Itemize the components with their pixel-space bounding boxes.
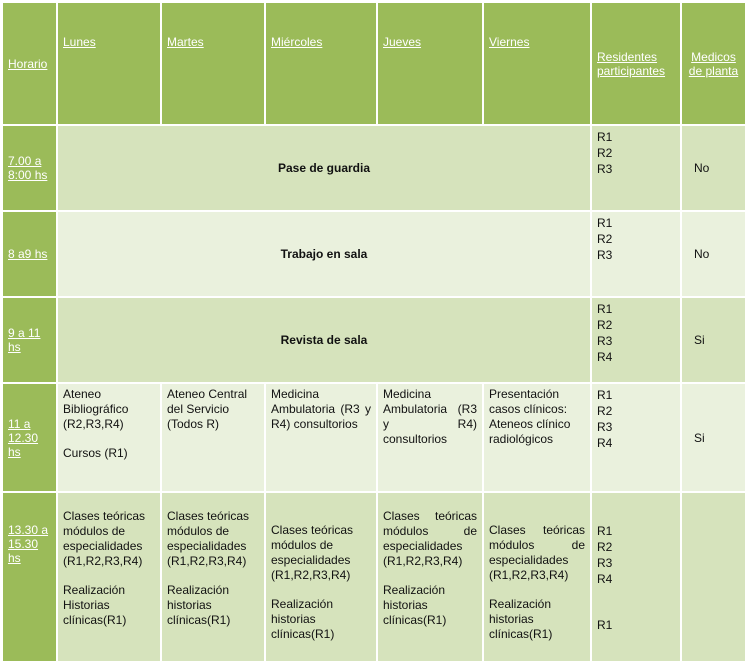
resident-label: R1 — [597, 216, 613, 230]
row-revista-de-sala — [3, 298, 745, 382]
resident-label: R2 — [597, 318, 613, 332]
resident-label: R1 — [597, 388, 613, 402]
cell-viernes — [484, 384, 590, 491]
cell-martes — [162, 493, 264, 661]
resident-label: R2 — [597, 232, 613, 246]
medicos-cell: No — [682, 126, 745, 210]
cell-miercoles — [266, 493, 376, 661]
cell-jueves — [378, 384, 482, 491]
residents-cell — [592, 212, 680, 296]
activity-cell: Trabajo en sala — [58, 212, 590, 296]
cell-miercoles — [266, 384, 376, 491]
resident-label: R3 — [597, 420, 613, 434]
resident-label: R2 — [597, 146, 613, 160]
row-pase-de-guardia — [3, 126, 745, 210]
residents-cell — [592, 126, 680, 210]
cell-text: Clases teóricas módulos de especialidades (R1,R2,R3,R4) — [63, 509, 146, 568]
resident-label: R2 — [597, 404, 613, 418]
cell-text: Ateneo Central del Servicio (Todos R) — [167, 387, 248, 431]
header-viernes: Viernes — [484, 3, 590, 124]
resident-label: R1 — [597, 524, 613, 538]
cell-text: Realización Historias clínicas(R1) — [63, 583, 127, 627]
header-miercoles: Miércoles — [266, 3, 376, 124]
medicos-cell: No — [682, 212, 745, 296]
cell-text: Realización historias clínicas(R1) — [383, 583, 447, 627]
residents-cell — [592, 493, 680, 661]
header-horario: Horario — [3, 3, 56, 124]
time-cell: 13.30 a 15.30 hs — [3, 493, 56, 661]
cell-text: Ateneo Bibliográfico (R2,R3,R4) — [63, 387, 129, 431]
cell-text: Realización historias clínicas(R1) — [167, 583, 231, 627]
resident-label: R4 — [597, 572, 613, 586]
schedule-table — [1, 1, 746, 663]
resident-label: R1 — [597, 130, 613, 144]
cell-text: Cursos (R1) — [63, 446, 128, 460]
resident-label: R1 — [597, 618, 613, 632]
medicos-cell: Si — [682, 298, 745, 382]
header-lunes: Lunes — [58, 3, 160, 124]
cell-text: Presentación casos clínicos: Ateneos clínico radiológicos — [489, 387, 571, 446]
header-residentes: Residentes participantes — [592, 3, 680, 124]
activity-cell: Pase de guardia — [58, 126, 590, 210]
header-jueves: Jueves — [378, 3, 482, 124]
residents-cell — [592, 298, 680, 382]
resident-label: R2 — [597, 540, 613, 554]
resident-label: R3 — [597, 162, 613, 176]
resident-label: R3 — [597, 248, 613, 262]
medicos-cell: Si — [682, 384, 745, 491]
cell-text: Medicina Ambulatoria (R3 y R4) consultorios — [271, 387, 371, 431]
cell-text: Realización historias clínicas(R1) — [271, 597, 335, 641]
header-medicos: Medicos de planta — [682, 3, 745, 124]
cell-text: Clases teóricas módulos de especialidades (R1,R2,R3,R4) — [271, 523, 354, 582]
cell-lunes — [58, 384, 160, 491]
cell-text: Clases teóricas módulos de especialidades (R1,R2,R3,R4) — [489, 523, 585, 582]
cell-martes — [162, 384, 264, 491]
time-cell: 11 a 12.30 hs — [3, 384, 56, 491]
cell-jueves — [378, 493, 482, 661]
resident-label: R3 — [597, 556, 613, 570]
residents-cell — [592, 384, 680, 491]
cell-text: Clases teóricas módulos de especialidades (R1,R2,R3,R4) — [167, 509, 250, 568]
time-cell: 9 a 11 hs — [3, 298, 56, 382]
row-trabajo-en-sala — [3, 212, 745, 296]
resident-label: R3 — [597, 334, 613, 348]
cell-viernes — [484, 493, 590, 661]
row-1330-a-1530 — [3, 493, 745, 661]
cell-text: Clases teóricas módulos de especialidades (R1,R2,R3,R4) — [383, 509, 477, 568]
cell-text: Medicina Ambulatoria (R3 y R4) consultorios — [383, 387, 477, 446]
resident-label: R1 — [597, 302, 613, 316]
header-martes: Martes — [162, 3, 264, 124]
cell-lunes — [58, 493, 160, 661]
cell-text: Realización historias clínicas(R1) — [489, 597, 553, 641]
time-cell: 7.00 a 8:00 hs — [3, 126, 56, 210]
header-row — [3, 3, 745, 124]
resident-label: R4 — [597, 350, 613, 364]
medicos-cell — [682, 493, 745, 661]
activity-cell: Revista de sala — [58, 298, 590, 382]
time-cell: 8 a9 hs — [3, 212, 56, 296]
row-11-a-1230 — [3, 384, 745, 491]
resident-label: R4 — [597, 436, 613, 450]
